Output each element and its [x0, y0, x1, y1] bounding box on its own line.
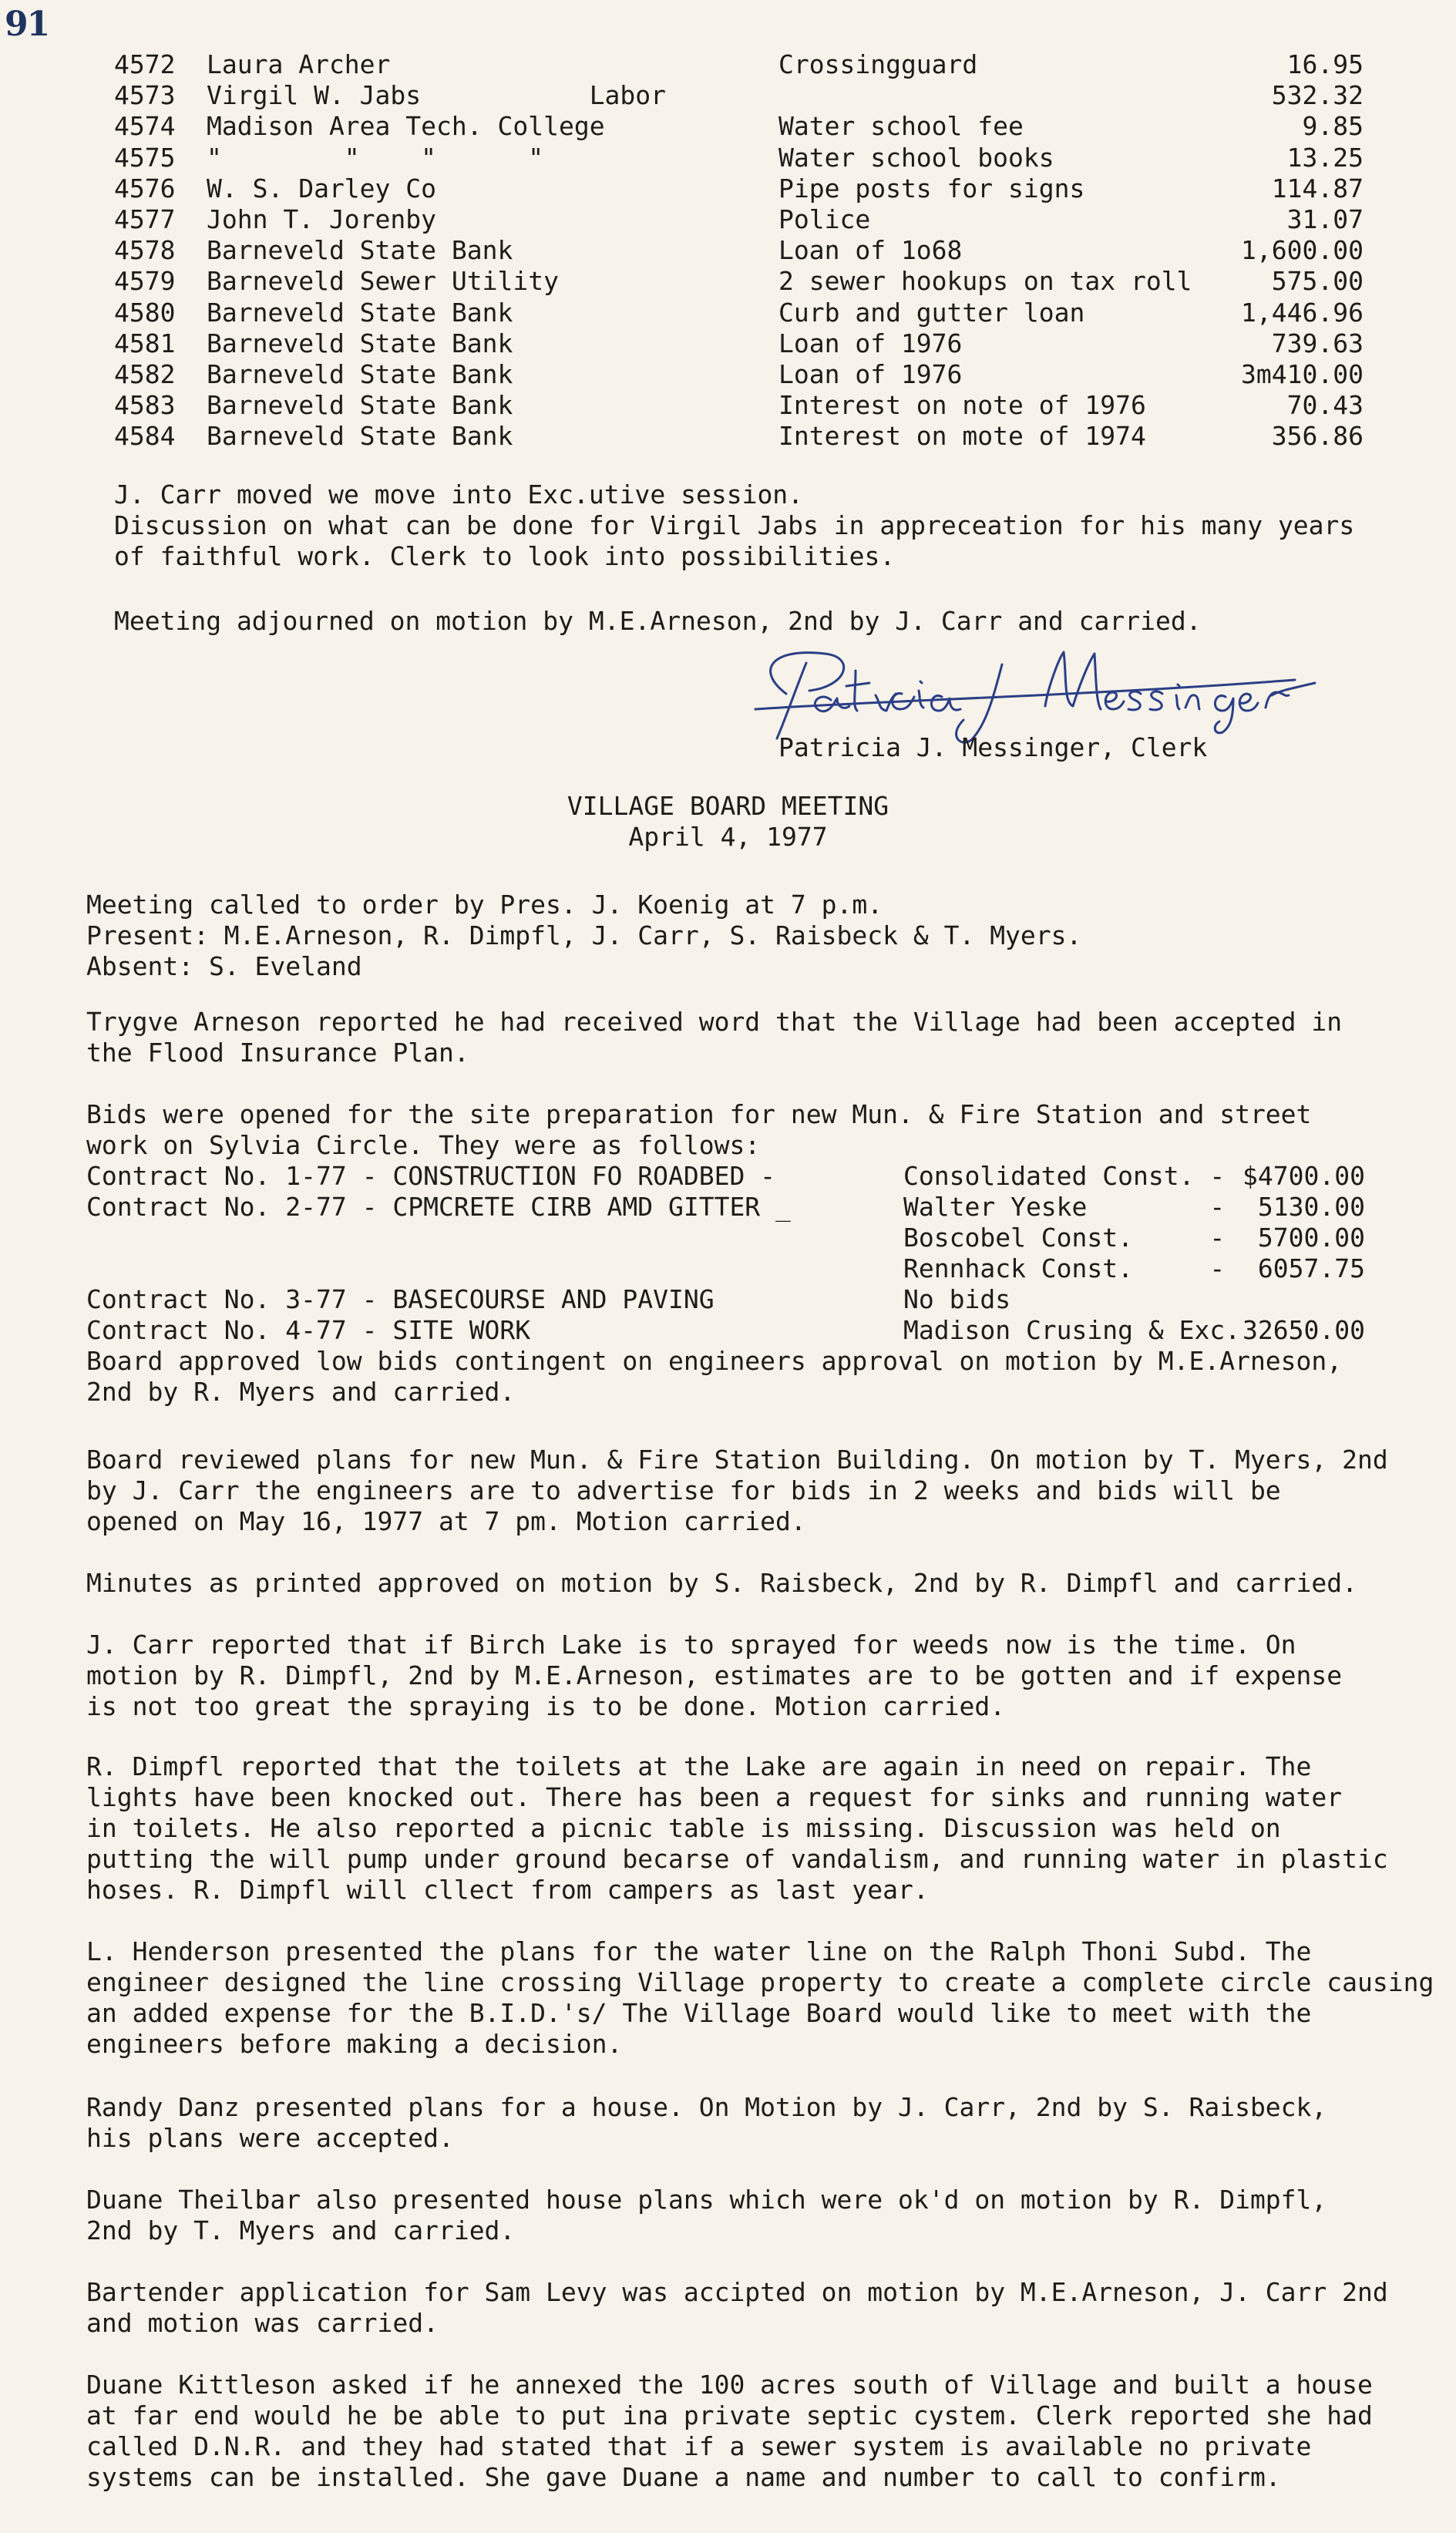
- table-row: [0, 390, 1456, 421]
- expense-description: Loan of 1976: [778, 328, 963, 358]
- expense-description: Curb and gutter loan: [778, 297, 1085, 328]
- expense-amount: 532.32: [1271, 80, 1364, 111]
- expense-description: 2 sewer hookups on tax roll: [778, 266, 1192, 297]
- expense-payee: Barneveld State Bank: [207, 421, 513, 452]
- table-row: [0, 143, 1456, 173]
- bid-amount: $4700.00: [1242, 1161, 1365, 1191]
- expense-description: Water school books: [778, 142, 1054, 173]
- expense-description: Water school fee: [778, 111, 1024, 142]
- table-row: [0, 173, 1456, 204]
- expense-number: 4580: [114, 297, 176, 328]
- water-line-paragraph: L. Henderson presented the plans for the water line on the Ralph Thoni Subd. The engineer designed the line crossing Village property to create a complete circle causing an added expense for the B.I.D.'s/ The Village Board would like to meet with the engineers before making a decision.: [86, 1936, 1434, 2059]
- bid-amount: 32650.00: [1242, 1315, 1365, 1345]
- table-row: [0, 421, 1456, 452]
- bid-amount: 5700.00: [1257, 1223, 1365, 1253]
- page-number: 91: [5, 5, 49, 44]
- bid-amount: 6057.75: [1257, 1253, 1365, 1283]
- expense-amount: 356.86: [1271, 421, 1364, 452]
- table-row: [0, 204, 1456, 235]
- expense-payee: Barneveld State Bank: [207, 359, 513, 389]
- bid-company: Rennhack Const. -: [903, 1253, 1226, 1283]
- expense-amount: 13.25: [1286, 142, 1364, 173]
- expense-amount: 1,600.00: [1241, 235, 1364, 266]
- meeting-title: VILLAGE BOARD MEETING: [567, 791, 889, 821]
- expense-number: 4577: [114, 204, 176, 234]
- birch-lake-paragraph: J. Carr reported that if Birch Lake is to sprayed for weeds now is the time. On motion by R. Dimpfl, 2nd by M.E.Arneson, estimates are to be gotten and if expense is not too great the spraying is to be done. Motion carried.: [86, 1630, 1343, 1721]
- expense-payee: W. S. Darley Co: [207, 173, 437, 204]
- theilbar-paragraph: Duane Theilbar also presented house plans which were ok'd on motion by R. Dimpfl, 2nd by T. Myers and carried.: [86, 2185, 1327, 2245]
- expense-description: Pipe posts for signs: [778, 173, 1085, 204]
- table-row: [0, 80, 1456, 111]
- adjourned-paragraph: Meeting adjourned on motion by M.E.Arneson, 2nd by J. Carr and carried.: [114, 606, 1202, 636]
- expense-payee: Madison Area Tech. College: [207, 111, 605, 142]
- expense-number: 4581: [114, 328, 176, 358]
- expense-number: 4578: [114, 235, 176, 266]
- expense-payee: John T. Jorenby: [207, 204, 437, 234]
- expense-number: 4574: [114, 111, 176, 142]
- expense-amount: 1,446.96: [1241, 297, 1364, 328]
- bid-company: Walter Yeske -: [903, 1192, 1226, 1222]
- expense-amount: 31.07: [1286, 204, 1364, 234]
- expense-payee: Barneveld Sewer Utility: [207, 266, 559, 297]
- expense-description: Police: [778, 204, 871, 234]
- bid-company: Madison Crusing & Exc.: [903, 1315, 1241, 1345]
- bid-contract: Contract No. 2-77 - CPMCRETE CIRB AMD GITTER _: [86, 1192, 791, 1222]
- exec-session-paragraph: J. Carr moved we move into Exc.utive session. Discussion on what can be done for Virgil Jabs in appreceation for his many years of faithful work. Clerk to look into possibilities.: [114, 479, 1355, 571]
- expense-number: 4582: [114, 359, 176, 389]
- kittleson-paragraph: Duane Kittleson asked if he annexed the 100 acres south of Village and built a house at far end would he be able to put ina private septic cystem. Clerk reported she had called D.N.R. and they had stated that if a sewer system is available no private systems can be installed. She gave Duane a name and number to call to confirm.: [86, 2370, 1373, 2492]
- expense-description: Loan of 1o68: [778, 235, 963, 266]
- expense-description: Interest on note of 1976: [778, 390, 1146, 421]
- expense-number: 4573: [114, 80, 176, 111]
- expense-payee: Barneveld State Bank: [207, 235, 513, 266]
- expense-description: Crossingguard: [778, 49, 978, 79]
- bid-row: [0, 1192, 1456, 1223]
- expense-number: 4575: [114, 142, 176, 173]
- expense-payee: Barneveld State Bank: [207, 390, 513, 421]
- bid-row: [0, 1161, 1456, 1192]
- bid-row: [0, 1284, 1456, 1315]
- expense-amount: 114.87: [1271, 173, 1364, 204]
- bid-company: Boscobel Const. -: [903, 1223, 1226, 1253]
- bid-row: [0, 1315, 1456, 1346]
- bids-intro-paragraph: Bids were opened for the site preparation for new Mun. & Fire Station and street work on Sylvia Circle. They were as follows:: [86, 1099, 1312, 1160]
- handwritten-signature-icon: [740, 640, 1326, 748]
- bid-row: [0, 1223, 1456, 1253]
- table-row: [0, 49, 1456, 80]
- bid-contract: Contract No. 1-77 - CONSTRUCTION FO ROADBED -: [86, 1161, 776, 1191]
- bid-amount: 5130.00: [1257, 1192, 1365, 1222]
- clerk-name: Patricia J. Messinger, Clerk: [778, 732, 1208, 762]
- bartender-paragraph: Bartender application for Sam Levy was accipted on motion by M.E.Arneson, J. Carr 2nd and motion was carried.: [86, 2277, 1388, 2338]
- flood-paragraph: Trygve Arneson reported he had received word that the Village had been accepted in the Flood Insurance Plan.: [86, 1007, 1343, 1068]
- table-row: [0, 266, 1456, 297]
- danz-paragraph: Randy Danz presented plans for a house. On Motion by J. Carr, 2nd by S. Raisbeck, his plans were accepted.: [86, 2092, 1327, 2153]
- meeting-date: April 4, 1977: [628, 822, 828, 852]
- expense-amount: 3m410.00: [1241, 359, 1364, 389]
- expense-payee: Laura Archer: [207, 49, 391, 79]
- table-row: [0, 111, 1456, 142]
- expense-amount: 9.85: [1302, 111, 1364, 142]
- expense-amount: 575.00: [1271, 266, 1364, 297]
- expense-payee: " " " ": [207, 142, 544, 173]
- expense-payee: Barneveld State Bank: [207, 328, 513, 358]
- expense-amount: 70.43: [1286, 390, 1364, 421]
- table-row: [0, 235, 1456, 266]
- expense-number: 4583: [114, 390, 176, 421]
- bid-company: Consolidated Const. -: [903, 1161, 1226, 1191]
- expense-amount: 739.63: [1271, 328, 1364, 358]
- minutes-paragraph: Minutes as printed approved on motion by S. Raisbeck, 2nd by R. Dimpfl and carried.: [86, 1568, 1358, 1598]
- table-row: [0, 328, 1456, 359]
- expense-payee: Barneveld State Bank: [207, 297, 513, 328]
- table-row: [0, 359, 1456, 390]
- expense-description: Interest on mote of 1974: [778, 421, 1146, 452]
- bid-row: [0, 1253, 1456, 1284]
- expense-number: 4584: [114, 421, 176, 452]
- table-row: [0, 298, 1456, 328]
- expense-payee: Virgil W. Jabs Labor: [207, 80, 667, 111]
- expense-number: 4576: [114, 173, 176, 204]
- plans-paragraph: Board reviewed plans for new Mun. & Fire Station Building. On motion by T. Myers, 2nd by J. Carr the engineers are to advertise for bids in 2 weeks and bids will be opened on May 16, 1977 at 7 pm. Motion carried.: [86, 1445, 1388, 1536]
- bid-contract: Contract No. 4-77 - SITE WORK: [86, 1315, 531, 1345]
- bids-approved-paragraph: Board approved low bids contingent on engineers approval on motion by M.E.Arneson, 2nd by R. Myers and carried.: [86, 1346, 1343, 1407]
- attendance-paragraph: Meeting called to order by Pres. J. Koenig at 7 p.m. Present: M.E.Arneson, R. Dimpfl, J. Carr, S. Raisbeck & T. Myers. Absent: S. Eveland: [86, 890, 1082, 981]
- expense-number: 4572: [114, 49, 176, 79]
- expense-description: Loan of 1976: [778, 359, 963, 389]
- bid-company: No bids: [903, 1284, 1011, 1314]
- toilets-paragraph: R. Dimpfl reported that the toilets at the Lake are again in need on repair. The lights have been knocked out. There has been a request for sinks and running water in toilets. He also reported a picnic table is missing. Discussion was held on putting the will pump under ground becarse of vandalism, and running water in plastic hoses. R. Dimpfl will cllect from campers as last year.: [86, 1751, 1388, 1905]
- bid-contract: Contract No. 3-77 - BASECOURSE AND PAVING: [86, 1284, 715, 1314]
- expense-number: 4579: [114, 266, 176, 297]
- expense-amount: 16.95: [1286, 49, 1364, 79]
